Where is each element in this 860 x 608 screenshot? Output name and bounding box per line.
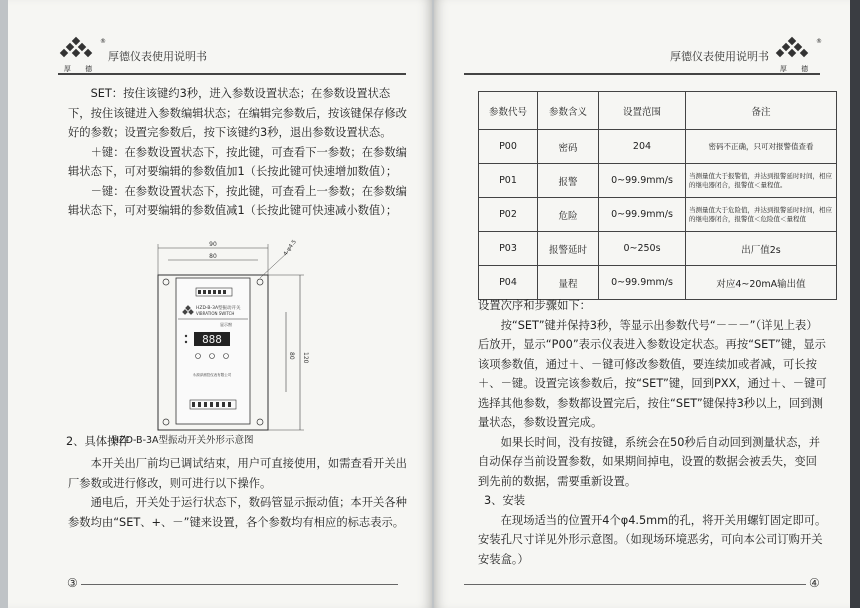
- table-cell: 0~250s: [599, 232, 686, 266]
- trademark: ®: [816, 38, 822, 45]
- table-cell: 0~99.9mm/s: [599, 164, 686, 198]
- table-row: [479, 130, 837, 164]
- header-title-left: 厚德仪表使用说明书: [108, 50, 207, 63]
- table-cell: 密码不正确，只可对报警值查看: [686, 130, 837, 164]
- header-title-right: 厚德仪表使用说明书: [670, 50, 769, 63]
- steps-title: 设置次序和步骤如下：: [478, 299, 591, 312]
- table-row: [479, 232, 837, 266]
- section-title-operation: 2、具体操作: [66, 435, 130, 448]
- table-cell: 当测量值大于危险值，并达到报警延时时间，相应的继电器闭合，报警值＜危险值＜量程值: [686, 198, 837, 232]
- left-page: [8, 0, 432, 608]
- diagram-led-digits: 888: [202, 333, 222, 346]
- dim-width-inner: 80: [209, 253, 217, 260]
- paragraph-plus-key: ＋键：在参数设置状态下，按此键，可查看下一参数；在参数编辑状态下，可对要编辑的参数值加1（长按此键可快速增加数值）；: [68, 145, 407, 178]
- switch-outline-diagram: [138, 240, 308, 445]
- footer-rule-right: [464, 584, 808, 585]
- table-cell: 0~99.9mm/s: [599, 198, 686, 232]
- table-header-cell: 参数含义: [538, 92, 599, 130]
- table-row: [479, 266, 837, 300]
- table-row: [479, 164, 837, 198]
- right-text-block: [478, 296, 828, 569]
- section-title-install: 3、安装: [484, 494, 526, 507]
- table-cell: 报警延时: [538, 232, 599, 266]
- paragraph-factory: 本开关出厂前均已调试结束，用户可直接使用，如需查看开关出厂参数或进行修改，则可进行以下操作。: [68, 457, 407, 490]
- table-cell: P03: [479, 232, 538, 266]
- table-cell: 危险: [538, 198, 599, 232]
- header-rule-left: [58, 73, 406, 75]
- table-cell: 量程: [538, 266, 599, 300]
- dim-width-outer: 90: [209, 241, 217, 248]
- page-number-right: ④: [806, 576, 823, 590]
- table-cell: 当测量值大于报警值，并达到报警延时时间，相应的继电器闭合，报警值＜量程值。: [686, 164, 837, 198]
- diagram-model-label: HZD-B-3A型振动开关: [196, 306, 241, 311]
- parameter-table: [478, 91, 837, 300]
- table-cell: P04: [479, 266, 538, 300]
- paragraph-install: 在现场适当的位置开4个φ4.5mm的孔，将开关用螺钉固定即可。安装孔尺寸详见外形示意图。（如现场环境恶劣，可向本公司订购开关安装盒。）: [478, 513, 827, 566]
- table-cell: 对应4~20mA输出值: [686, 266, 837, 300]
- table-cell: 出厂值2s: [686, 232, 837, 266]
- table-cell: P02: [479, 198, 538, 232]
- diamond-logo-icon: [62, 38, 90, 64]
- paragraph-timeout: 如果长时间，没有按键，系统会在50秒后自动回到测量状态，并自动保存当前设置参数，如果期间掉电，设置的数据会被丢失，变回到先前的数据，需要重新设置。: [478, 435, 820, 488]
- paragraph-steps: 按“SET”键并保持3秒，等显示出参数代号“－－－”（详见上表）后放开，显示“P00”表示仪表进入参数设定状态。再按“SET”键，显示该项参数值，通过＋、－键可修改参数值，要连续加或者减，可长按＋、－键。设置完该参数后，按“SET”键，回到PXX，通过＋、－键可选择其他参数，参数都设置完后，按住“SET”键保持3秒以上，回到测量状态，参数设置完成。: [478, 318, 827, 429]
- table-header-row: [479, 92, 837, 130]
- table-header-cell: 备注: [686, 92, 837, 130]
- brand-logo-right: [778, 38, 822, 74]
- table-cell: 报警: [538, 164, 599, 198]
- table-cell: 204: [599, 130, 686, 164]
- logo-name: 厚 德: [63, 65, 99, 73]
- table-cell: 密码: [538, 130, 599, 164]
- dim-hole: 4-φ4.5: [282, 239, 298, 258]
- left-text-block: [68, 84, 408, 221]
- diagram-caption: HZD-B-3A型振动开关外形示意图: [112, 435, 254, 446]
- diamond-logo-icon: [778, 38, 806, 64]
- left-text-block-2: [68, 454, 408, 532]
- diagram-company: 永源泽测控仪表有限公司: [192, 373, 232, 377]
- trademark: ®: [100, 38, 106, 45]
- diagram-vib-label: VIBRATION SWITCH: [196, 311, 235, 316]
- book-edge: [850, 0, 860, 608]
- table-header-cell: 参数代号: [479, 92, 538, 130]
- logo-name: 厚 德: [779, 65, 815, 73]
- paragraph-power-on: 通电后，开关处于运行状态下，数码管显示振动值；本开关各种参数均由“SET、+、－”键来设置，各个参数均有相应的标志表示。: [68, 496, 407, 529]
- footer-rule-left: [78, 584, 398, 585]
- table-cell: P00: [479, 130, 538, 164]
- table-cell: 0~99.9mm/s: [599, 266, 686, 300]
- dim-height-inner: 80: [288, 352, 295, 360]
- table-header-cell: 设置范围: [599, 92, 686, 130]
- page-number-left: ③: [64, 576, 81, 590]
- left-section-2: [66, 432, 408, 452]
- table-cell: P01: [479, 164, 538, 198]
- paragraph-set-key: SET：按住该键约3秒，进入参数设置状态；在参数设置状态下，按住该键进入参数编辑状态；在编辑完参数后，按该键保存修改好的参数；设置完参数后，按下该键约3秒，退出参数设置状态。: [68, 87, 407, 139]
- header-rule-right: [464, 73, 820, 75]
- brand-logo: [62, 38, 106, 74]
- dim-height-outer: 120: [302, 352, 309, 364]
- right-page: [434, 0, 850, 608]
- diagram-display-label: 显示窗: [220, 322, 232, 327]
- table-row: [479, 198, 837, 232]
- paragraph-minus-key: －键：在参数设置状态下，按此键，可查看上一参数；在参数编辑状态下，可对要编辑的参数值减1（长按此键可快速减小数值）；: [68, 184, 407, 217]
